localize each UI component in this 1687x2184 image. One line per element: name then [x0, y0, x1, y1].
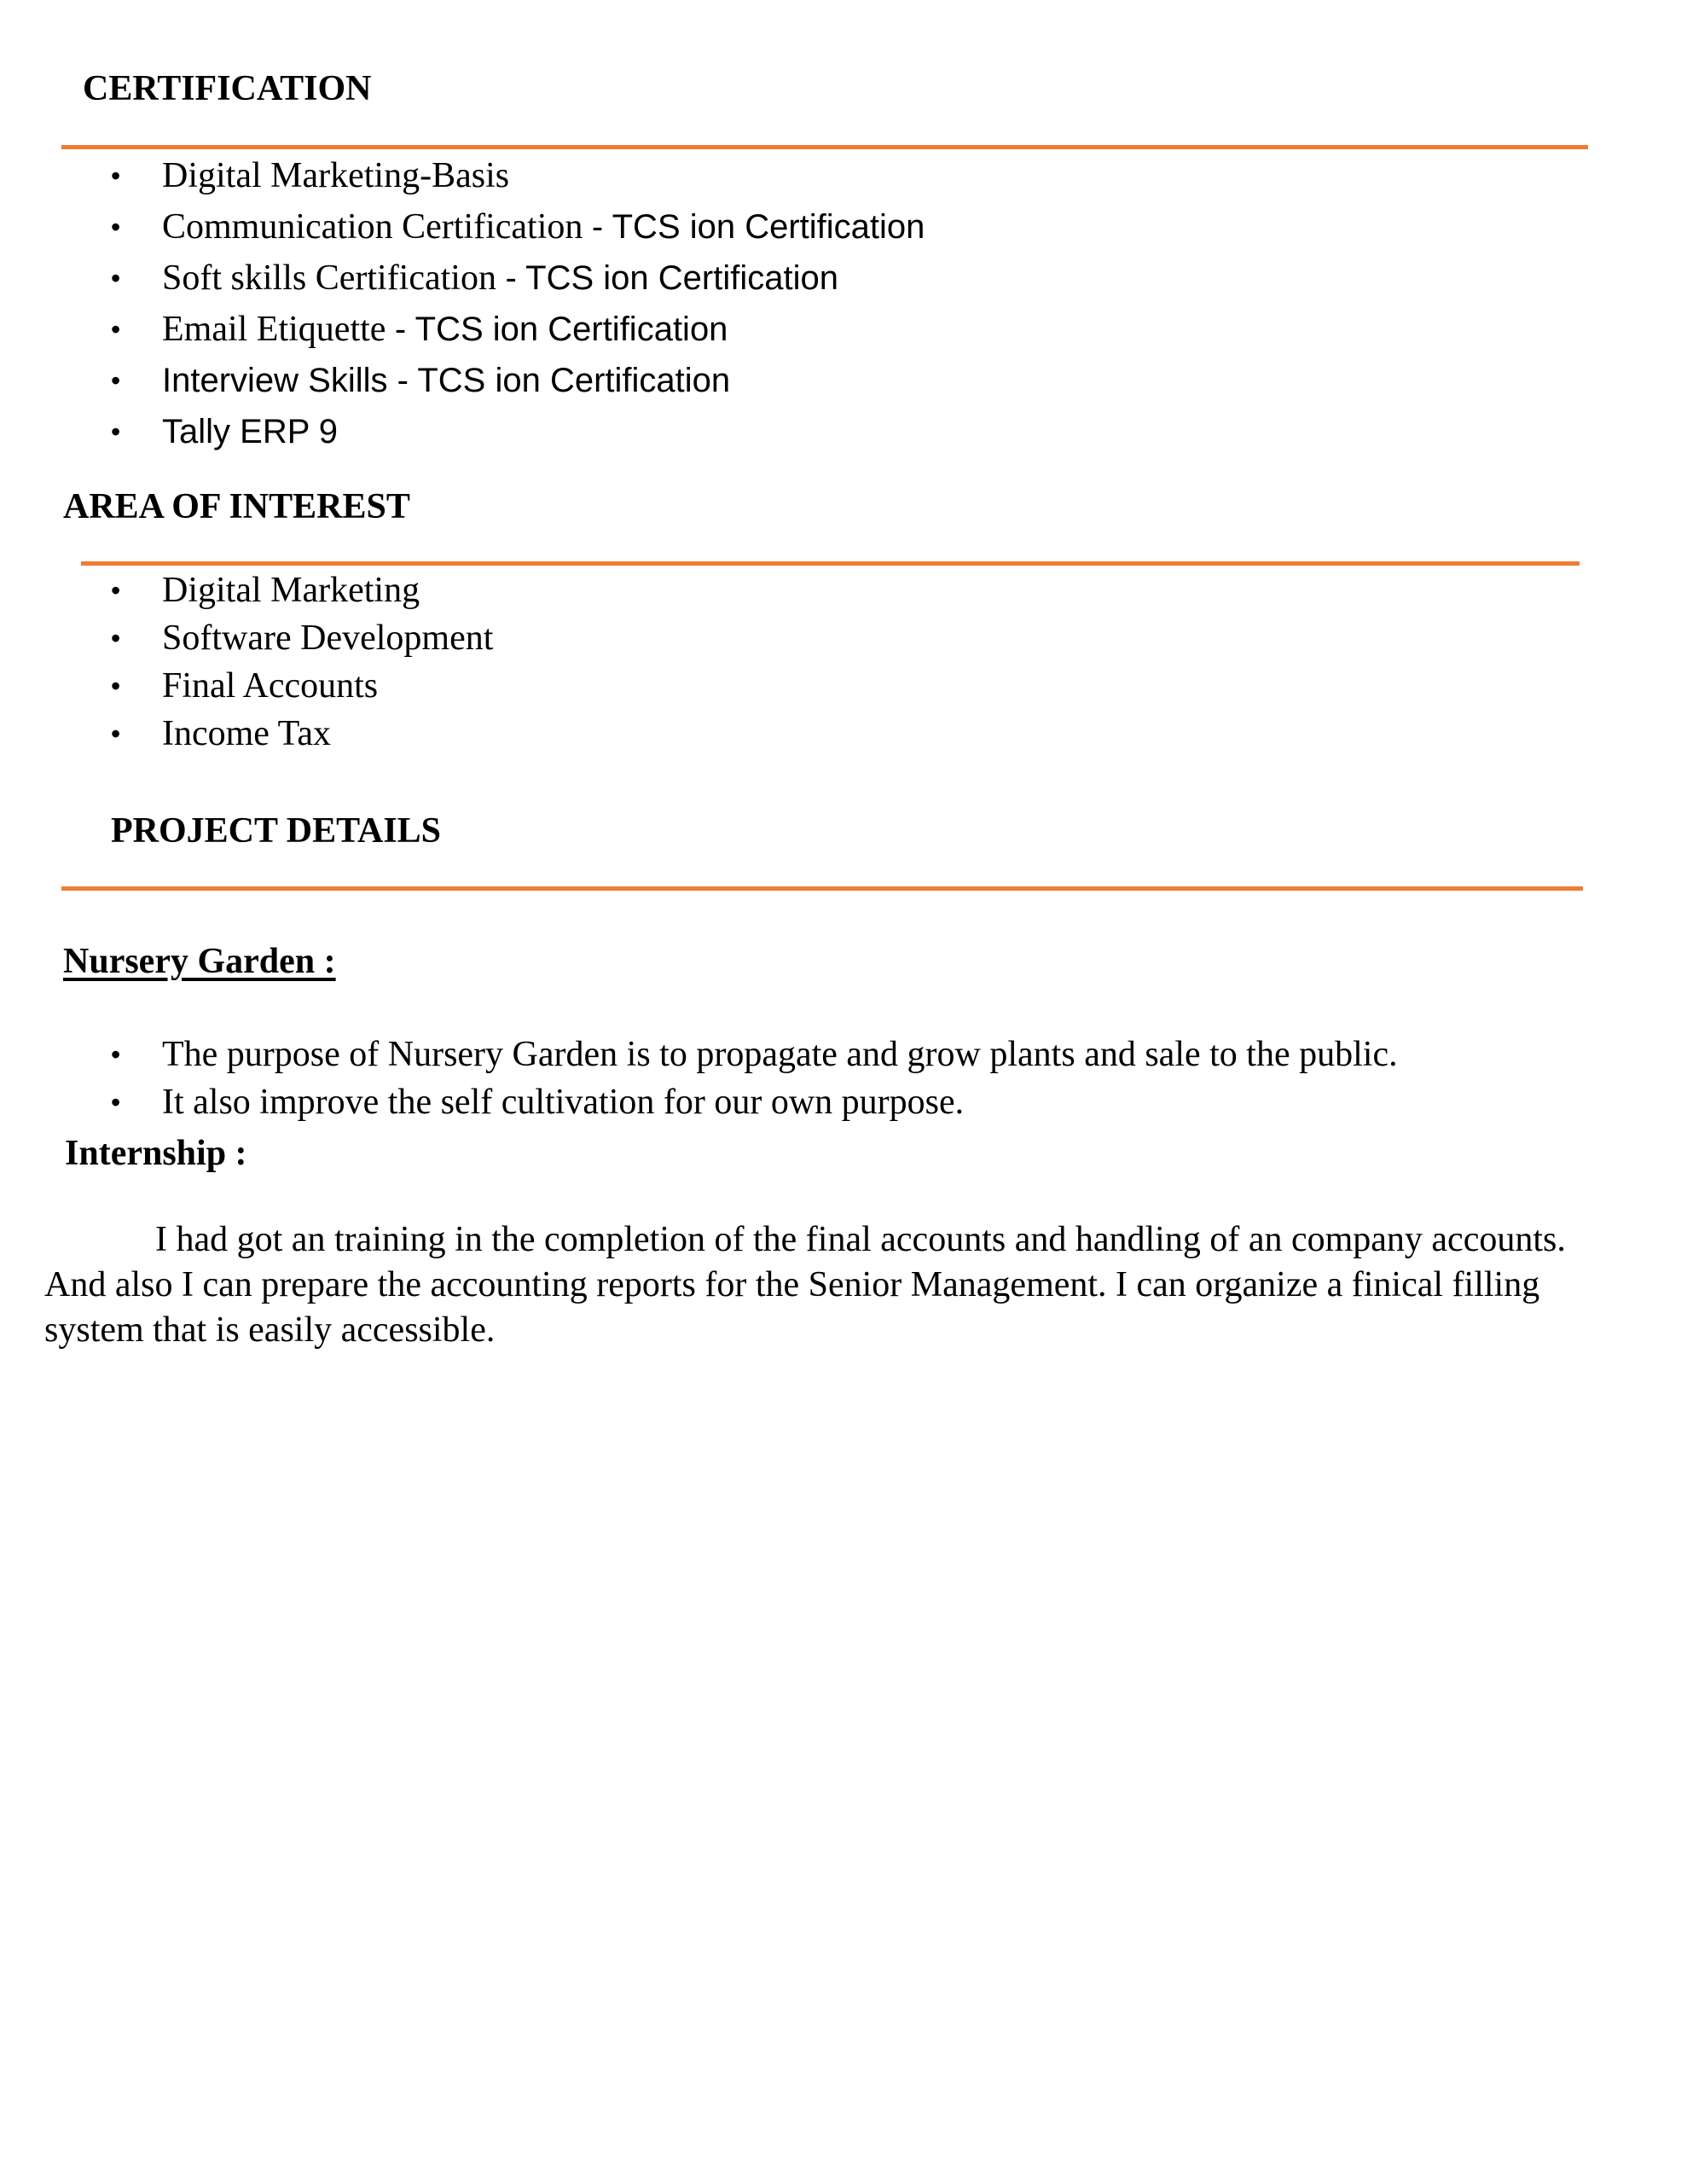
project-point-text: It also improve the self cultivation for our own purpose. — [162, 1083, 965, 1122]
list-item — [111, 150, 925, 201]
bullet-icon: • — [111, 1039, 121, 1070]
certification-divider — [61, 145, 1588, 149]
certification-item-text: Soft skills Certification — [162, 258, 506, 298]
certification-item-provider: - TCS ion Certification — [394, 311, 728, 348]
area-of-interest-heading: AREA OF INTEREST — [63, 487, 410, 526]
list-item — [111, 304, 925, 355]
bullet-icon: • — [111, 314, 121, 345]
bullet-icon: • — [111, 365, 121, 396]
certification-item-text: Interview Skills - TCS ion Certification — [162, 362, 731, 399]
internship-paragraph — [44, 1217, 1580, 1353]
area-of-interest-list — [111, 566, 493, 758]
project-name: Nursery Garden : — [63, 942, 336, 981]
list-item — [111, 253, 925, 304]
internship-heading: Internship : — [65, 1134, 247, 1173]
interest-item-text: Income Tax — [162, 714, 332, 753]
bullet-icon: • — [111, 718, 121, 749]
bullet-icon: • — [111, 263, 121, 293]
list-item — [111, 710, 493, 758]
certification-item-text: Communication Certification — [162, 207, 592, 247]
certification-item-text: Tally ERP 9 — [162, 413, 339, 450]
interest-item-text: Final Accounts — [162, 666, 379, 706]
project-details-divider — [61, 886, 1583, 891]
list-item — [111, 1031, 1398, 1078]
list-item — [111, 201, 925, 253]
internship-text: I had got an training in the completion of the final accounts and handling of an company accounts. And also I can prepare the accounting reports for the Senior Management. I can organize a finical filling system that is easily accessible. — [44, 1220, 1566, 1350]
bullet-icon: • — [111, 416, 121, 447]
interest-item-text: Digital Marketing — [162, 571, 420, 610]
bullet-icon: • — [111, 671, 121, 701]
certification-item-text: Digital Marketing-Basis — [162, 156, 510, 195]
certification-heading: CERTIFICATION — [83, 69, 372, 108]
bullet-icon: • — [111, 212, 121, 242]
list-item — [111, 406, 925, 457]
list-item — [111, 614, 493, 662]
project-points-list — [111, 1031, 1398, 1126]
certification-item-text: Email Etiquette — [162, 310, 395, 349]
list-item — [111, 355, 925, 406]
bullet-icon: • — [111, 1087, 121, 1118]
project-details-heading: PROJECT DETAILS — [111, 811, 442, 851]
list-item — [111, 566, 493, 614]
bullet-icon: • — [111, 575, 121, 606]
bullet-icon: • — [111, 623, 121, 653]
area-of-interest-divider — [81, 561, 1580, 566]
bullet-icon: • — [111, 160, 121, 191]
project-point-text: The purpose of Nursery Garden is to propagate and grow plants and sale to the public. — [162, 1035, 1398, 1074]
interest-item-text: Software Development — [162, 619, 494, 658]
certification-list — [111, 150, 925, 457]
list-item — [111, 662, 493, 710]
certification-item-provider: - TCS ion Certification — [505, 259, 838, 297]
certification-item-provider: - TCS ion Certification — [591, 208, 925, 246]
list-item — [111, 1078, 1398, 1126]
